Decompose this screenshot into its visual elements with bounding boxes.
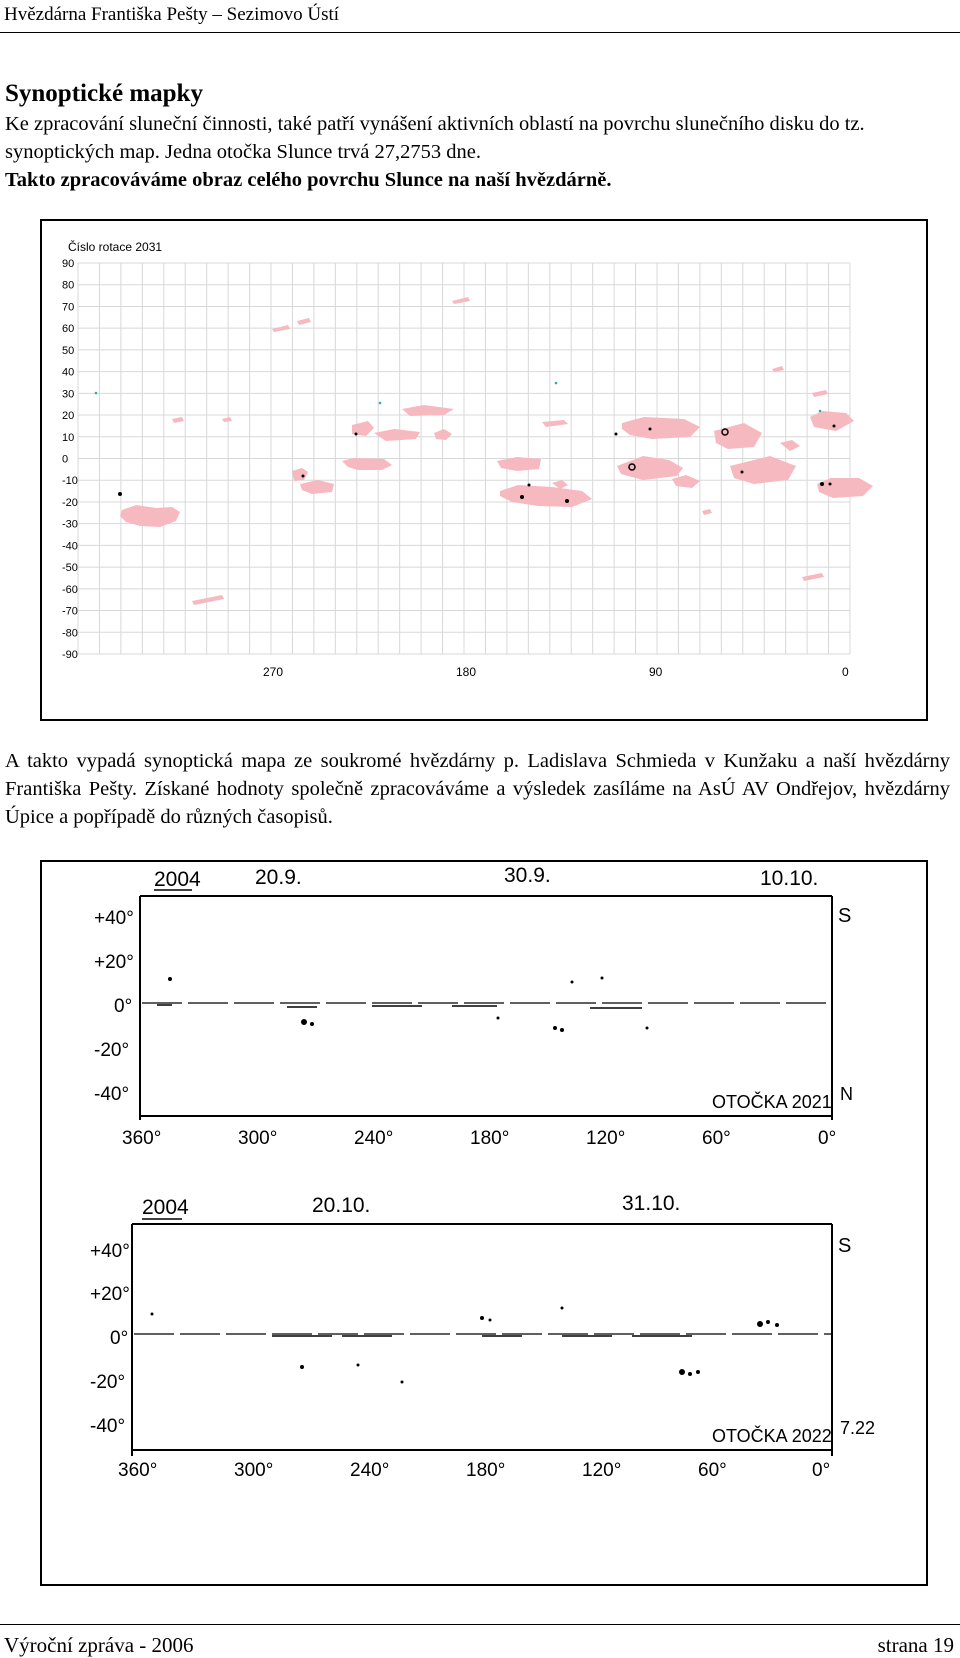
map-a-lat-minus40: -40° (94, 1084, 130, 1105)
map-b-lat-0: 0° (110, 1328, 129, 1349)
second-paragraph: A takto vypadá synoptická mapa ze soukromé hvězdárny p. Ladislava Schmieda v Kunžaku a naší hvězdárny Františka Pešty. Získané hodnoty společně zpracováváme a výsledek zasíláme na AsÚ AV Ondřejov, hvězdárny Úpice a popřípadě do různých časopisů. (5, 750, 950, 828)
latitude-tick-label: 10 (62, 431, 75, 444)
latitude-tick-label: -30 (62, 518, 78, 531)
map-a-lat-minus20: -20° (94, 1040, 130, 1061)
section-title: Synoptické mapky (5, 80, 203, 107)
latitude-tick-label: 50 (62, 344, 75, 357)
longitude-tick-label: 90 (649, 665, 663, 679)
map-b-lat-minus40: -40° (90, 1416, 126, 1437)
handdrawn-maps-figure (40, 860, 928, 1586)
map-a-side-n: N (840, 1084, 853, 1104)
map-a-lat-20: +20° (94, 952, 134, 973)
map-a-lon-360: 360° (122, 1128, 162, 1149)
map-a-date-1: 20.9. (255, 866, 302, 889)
map-b-lat-minus20: -20° (90, 1372, 126, 1393)
latitude-tick-label: -20 (62, 496, 78, 509)
map-b-lon-300: 300° (234, 1460, 274, 1481)
map-a-lat-0: 0° (114, 996, 133, 1017)
map-a-lon-0: 0° (818, 1128, 837, 1149)
latitude-tick-label: 60 (62, 323, 75, 336)
latitude-tick-label: 0 (62, 453, 69, 466)
page-footer (0, 1624, 960, 1657)
map-a-date-2: 30.9. (504, 864, 551, 887)
footer-report-title: Výroční zpráva - 2006 (4, 1633, 194, 1657)
latitude-tick-label: -80 (62, 627, 78, 640)
latitude-tick-label: -90 (62, 649, 78, 661)
latitude-tick-label: 80 (62, 279, 75, 292)
intro-bold-sentence: Takto zpracováváme obraz celého povrchu Slunce na naší hvězdárně. (5, 169, 612, 191)
map-b-side-s: S (838, 1235, 852, 1257)
rotation-2021-map (94, 864, 853, 1149)
map-b-rotation: OTOČKA 2022 (712, 1426, 832, 1446)
map-b-date-2: 31.10. (622, 1192, 681, 1215)
latitude-tick-label: -10 (62, 475, 78, 488)
rotation-2022-map (90, 1192, 875, 1481)
rotation-number-label: Číslo rotace 2031 (68, 240, 163, 254)
map-b-lat-40: +40° (90, 1241, 130, 1262)
page-header (0, 2, 960, 33)
synoptic-map-figure (40, 219, 928, 721)
map-a-rotation: OTOČKA 2021 (712, 1092, 832, 1112)
latitude-tick-label: -50 (62, 562, 78, 575)
intro-paragraph: Ke zpracování sluneční činnosti, také patří vynášení aktivních oblastí na povrchu slunečního disku do tz. synoptických map. Jedna otočka Slunce trvá 27,2753 dne. (5, 113, 865, 163)
map-a-lon-240: 240° (354, 1128, 394, 1149)
latitude-tick-label: 30 (62, 388, 75, 401)
map-a-year: 2004 (154, 868, 201, 891)
latitude-tick-label: 40 (62, 366, 75, 379)
map-b-year: 2004 (142, 1196, 189, 1219)
synoptic-map-svg (42, 221, 926, 719)
handdrawn-maps-svg (42, 862, 926, 1584)
footer-page-number: strana 19 (877, 1633, 954, 1657)
map-a-lat-40: +40° (94, 908, 134, 929)
latitude-tick-label: -40 (62, 540, 78, 553)
map-a-lon-180: 180° (470, 1128, 510, 1149)
latitude-tick-label: -60 (62, 583, 78, 596)
map-b-lon-120: 120° (582, 1460, 622, 1481)
map-b-date-1: 20.10. (312, 1194, 371, 1217)
map-a-side-s: S (838, 905, 852, 927)
map-b-lon-180: 180° (466, 1460, 506, 1481)
latitude-tick-label: 20 (62, 410, 75, 423)
map-b-side-bottom: 7.22 (840, 1418, 876, 1438)
map-b-lat-20: +20° (90, 1284, 130, 1305)
map-b-lon-60: 60° (698, 1460, 727, 1481)
latitude-tick-label: 70 (62, 301, 75, 314)
latitude-tick-label: -70 (62, 605, 78, 618)
map-a-lon-300: 300° (238, 1128, 278, 1149)
map-b-lon-0: 0° (812, 1460, 831, 1481)
latitude-tick-label: 90 (62, 258, 75, 270)
map-a-lon-120: 120° (586, 1128, 626, 1149)
map-b-lon-360: 360° (118, 1460, 158, 1481)
map-a-lon-60: 60° (702, 1128, 731, 1149)
longitude-tick-label: 270 (263, 665, 284, 679)
longitude-tick-label: 0 (842, 665, 849, 679)
map-a-date-3: 10.10. (760, 867, 819, 890)
header-title: Hvězdárna Františka Pešty – Sezimovo Ústí (4, 4, 340, 25)
map-b-lon-240: 240° (350, 1460, 390, 1481)
longitude-tick-label: 180 (456, 665, 477, 679)
